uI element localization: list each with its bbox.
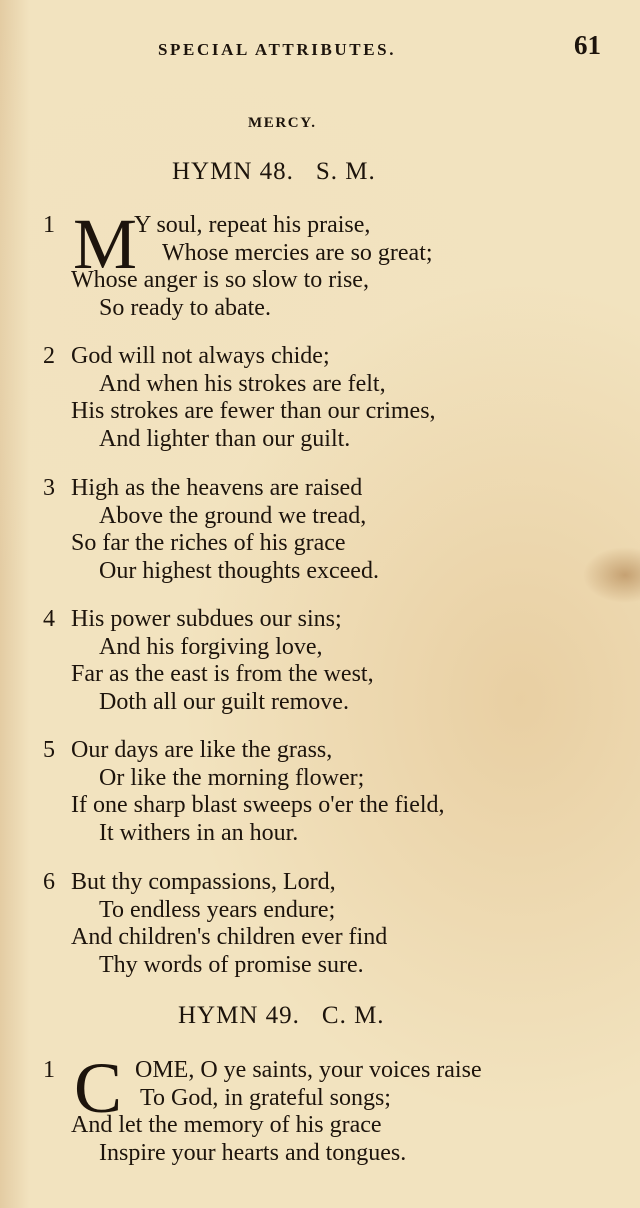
stanza-line: His strokes are fewer than our crimes,: [71, 398, 436, 424]
stanza-number: 2: [43, 343, 55, 369]
stanza-line: Y soul, repeat his praise,: [134, 212, 371, 238]
hymn-48-stanza-2: [40, 343, 436, 453]
stanza-line: High as the heavens are raised: [71, 475, 363, 501]
stanza-number: 5: [43, 737, 55, 763]
stanza-line: Whose anger is so slow to rise,: [71, 267, 369, 293]
stanza-line: If one sharp blast sweeps o'er the field,: [71, 792, 445, 818]
stanza-line: Our days are like the grass,: [71, 737, 333, 763]
hymn-number: HYMN 48.: [172, 158, 294, 185]
hymn-meter: S. M.: [315, 158, 376, 185]
stanza-number: 1: [43, 212, 55, 238]
stanza-line: Doth all our guilt remove.: [99, 688, 349, 715]
hymn-number: HYMN 49.: [178, 1002, 300, 1029]
stanza-line: Above the ground we tread,: [99, 502, 367, 529]
stanza-line: Or like the morning flower;: [99, 764, 365, 791]
stanza-line: Whose mercies are so great;: [162, 239, 433, 266]
stanza-line: To God, in grateful songs;: [140, 1084, 391, 1111]
hymn-48-stanza-3: [40, 475, 379, 585]
hymn-48-title: [172, 158, 376, 186]
stanza-line: So ready to abate.: [99, 294, 271, 321]
stanza-line: So far the riches of his grace: [71, 530, 346, 556]
hymn-49-title: [178, 1002, 385, 1030]
hymn-48-stanza-5: [40, 737, 445, 847]
stanza-line: To endless years endure;: [99, 896, 336, 923]
stanza-line: His power subdues our sins;: [71, 606, 342, 632]
stanza-number: 6: [43, 869, 55, 895]
drop-cap: M: [73, 204, 138, 284]
drop-cap: C: [74, 1048, 123, 1128]
stanza-line: Our highest thoughts exceed.: [99, 557, 379, 584]
hymn-48-stanza-4: [40, 606, 374, 716]
stanza-line: And when his strokes are felt,: [99, 370, 386, 397]
stanza-line: Far as the east is from the west,: [71, 661, 374, 687]
stanza-line: And his forgiving love,: [99, 633, 323, 660]
stanza-number: 1: [43, 1057, 55, 1083]
stanza-line: And lighter than our guilt.: [99, 425, 351, 452]
stanza-number: 4: [43, 606, 55, 632]
stanza-line: Inspire your hearts and tongues.: [99, 1139, 407, 1166]
stanza-line: OME, O ye saints, your voices raise: [135, 1057, 482, 1083]
stanza-line: But thy compassions, Lord,: [71, 869, 336, 895]
page-number: 61: [574, 30, 601, 60]
running-head: SPECIAL ATTRIBUTES.: [158, 40, 397, 59]
stanza-number: 3: [43, 475, 55, 501]
hymn-48-stanza-6: [40, 869, 387, 979]
stanza-line: And children's children ever find: [71, 924, 388, 950]
stanza-line: And let the memory of his grace: [71, 1112, 382, 1138]
stanza-line: Thy words of promise sure.: [99, 951, 364, 978]
section-heading: MERCY.: [248, 115, 317, 131]
hymn-49-stanza-1: [40, 1048, 482, 1167]
stanza-line: God will not always chide;: [71, 343, 330, 369]
hymn-48-stanza-1: [40, 204, 433, 322]
hymn-meter: C. M.: [321, 1002, 385, 1029]
stanza-line: It withers in an hour.: [99, 819, 299, 846]
